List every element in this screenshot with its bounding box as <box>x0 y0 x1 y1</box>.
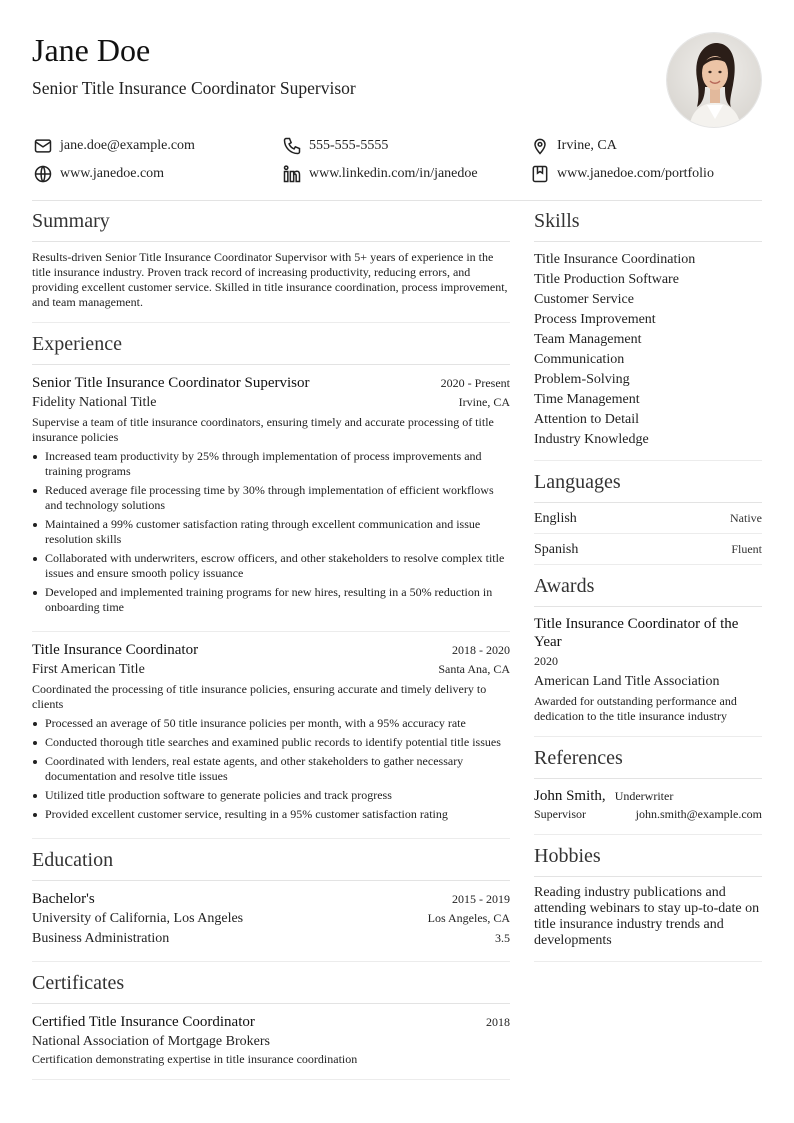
main-column <box>32 200 510 1080</box>
summary-section <box>32 200 510 323</box>
website-text: www.janedoe.com <box>60 166 165 181</box>
contact-portfolio[interactable] <box>529 162 714 186</box>
job-bullet: Conducted thorough title searches and examined public records to identify potential title issues <box>32 735 510 750</box>
references-heading: References <box>534 737 762 779</box>
certificate-name: Certified Title Insurance Coordinator <box>32 1014 255 1030</box>
hobbies-section <box>534 835 762 962</box>
skills-section <box>534 200 762 461</box>
language-level: Fluent <box>731 542 762 556</box>
job-bullet: Reduced average file processing time by 30% through implementation of efficient workflows and technology solutions <box>32 483 510 513</box>
award-title: Title Insurance Coordinator of the Year <box>534 616 739 650</box>
award-description: Awarded for outstanding performance and dedication to the title insurance industry <box>534 694 737 723</box>
contact-phone[interactable] <box>281 134 388 158</box>
job-bullet: Coordinated with lenders, real estate agents, and other stakeholders to gather necessary documentation and resolve title issues <box>32 754 510 784</box>
reference-email[interactable]: john.smith@example.com <box>635 807 762 821</box>
certificate-year: 2018 <box>486 1015 510 1029</box>
language-item <box>534 503 762 534</box>
profile-photo-image <box>667 33 762 128</box>
candidate-title: Senior Title Insurance Coordinator Supervisor <box>32 78 356 98</box>
phone-text: 555-555-5555 <box>309 138 389 153</box>
language-name: Spanish <box>534 542 579 557</box>
hobbies-text: Reading industry publications and attending webinars to stay up-to-date on title insurance industry trends and developments <box>534 885 760 948</box>
education-gpa: 3.5 <box>495 931 510 945</box>
certificates-heading: Certificates <box>32 962 510 1004</box>
language-name: English <box>534 511 577 526</box>
globe-icon <box>32 163 54 185</box>
award-entry <box>534 607 762 736</box>
phone-icon <box>281 135 303 157</box>
certificate-entry <box>32 1004 510 1079</box>
portfolio-text: www.janedoe.com/portfolio <box>557 166 714 181</box>
reference-role: Underwriter <box>614 789 674 803</box>
skill-item: Process Improvement <box>534 312 656 327</box>
award-year: 2020 <box>534 654 558 668</box>
skills-list <box>534 242 762 460</box>
profile-photo <box>666 32 762 128</box>
award-organization: American Land Title Association <box>534 674 720 689</box>
job-bullet: Collaborated with underwriters, escrow officers, and other stakeholders to resolve complex title issues and ensure smooth policy issuance <box>32 551 510 581</box>
certificates-section <box>32 962 510 1080</box>
reference-subtitle: Supervisor <box>534 807 586 821</box>
skill-item: Customer Service <box>534 292 634 307</box>
certificate-issuer: National Association of Mortgage Brokers <box>32 1034 270 1049</box>
job-bullet: Processed an average of 50 title insurance policies per month, with a 95% accuracy rate <box>32 716 510 731</box>
job-bullet: Utilized title production software to generate policies and track progress <box>32 788 510 803</box>
job-bullet: Maintained a 99% customer satisfaction rating through excellent communication and issue resolution skills <box>32 517 510 547</box>
references-section <box>534 737 762 835</box>
language-level: Native <box>730 511 762 525</box>
job-bullet: Developed and implemented training programs for new hires, resulting in a 50% reduction in onboarding time <box>32 585 510 615</box>
job-location: Irvine, CA <box>458 395 510 409</box>
resume-header <box>32 32 762 132</box>
portfolio-icon <box>529 163 551 185</box>
mail-icon <box>32 135 54 157</box>
contact-location <box>529 134 617 158</box>
education-location: Los Angeles, CA <box>427 911 510 925</box>
skill-item: Time Management <box>534 392 640 407</box>
skill-item: Title Insurance Coordination <box>534 252 696 267</box>
education-entry <box>32 881 510 961</box>
skill-item: Team Management <box>534 332 642 347</box>
job-entry <box>32 365 510 631</box>
sidebar-column <box>534 200 762 962</box>
languages-heading: Languages <box>534 461 762 503</box>
education-degree: Bachelor's <box>32 891 95 907</box>
job-company: Fidelity National Title <box>32 395 157 410</box>
job-description: Supervise a team of title insurance coordinators, ensuring timely and accurate processing of title insurance policies <box>32 415 494 444</box>
resume-page <box>32 0 762 1123</box>
job-location: Santa Ana, CA <box>438 662 510 676</box>
hobbies-heading: Hobbies <box>534 835 762 877</box>
job-entry <box>32 631 510 838</box>
education-dates: 2015 - 2019 <box>452 892 510 906</box>
job-company: First American Title <box>32 662 145 677</box>
linkedin-icon <box>281 163 303 185</box>
reference-entry <box>534 779 762 834</box>
job-position: Title Insurance Coordinator <box>32 642 199 658</box>
awards-section <box>534 565 762 737</box>
job-dates: 2020 - Present <box>440 376 510 390</box>
contact-website[interactable] <box>32 162 164 186</box>
languages-section <box>534 461 762 565</box>
education-section <box>32 839 510 962</box>
awards-heading: Awards <box>534 565 762 607</box>
job-dates: 2018 - 2020 <box>452 643 510 657</box>
certificate-description: Certification demonstrating expertise in title insurance coordination <box>32 1052 358 1066</box>
experience-section <box>32 323 510 839</box>
education-school: University of California, Los Angeles <box>32 911 244 926</box>
location-text: Irvine, CA <box>557 138 617 153</box>
reference-name: John Smith, <box>534 788 606 804</box>
skills-heading: Skills <box>534 200 762 242</box>
job-bullet: Provided excellent customer service, resulting in a 95% customer satisfaction rating <box>32 807 510 822</box>
contact-email[interactable] <box>32 134 195 158</box>
email-text: jane.doe@example.com <box>60 138 195 153</box>
skill-item: Problem-Solving <box>534 372 630 387</box>
location-pin-icon <box>529 135 551 157</box>
candidate-name: Jane Doe <box>32 32 151 68</box>
skill-item: Attention to Detail <box>534 412 639 427</box>
job-bullets <box>32 716 510 822</box>
summary-heading: Summary <box>32 200 510 242</box>
skill-item: Title Production Software <box>534 272 679 287</box>
job-bullet: Increased team productivity by 25% through implementation of process improvements and training programs <box>32 449 510 479</box>
job-description: Coordinated the processing of title insurance policies, ensuring accurate and timely delivery to clients <box>32 682 487 711</box>
skill-item: Communication <box>534 352 625 367</box>
job-position: Senior Title Insurance Coordinator Supervisor <box>32 375 310 391</box>
education-field: Business Administration <box>32 931 170 946</box>
education-heading: Education <box>32 839 510 881</box>
linkedin-text: www.linkedin.com/in/janedoe <box>309 166 478 181</box>
skill-item: Industry Knowledge <box>534 432 649 447</box>
experience-heading: Experience <box>32 323 510 365</box>
contact-linkedin[interactable] <box>281 162 478 186</box>
summary-text: Results-driven Senior Title Insurance Coordinator Supervisor with 5+ years of experience in the title insurance industry. Proven track record of increasing productivity, reducing errors, and providing excellent customer service. Skilled in title insurance coordination, process improvement, and team management. <box>32 250 508 309</box>
job-bullets <box>32 449 510 615</box>
language-item <box>534 534 762 564</box>
